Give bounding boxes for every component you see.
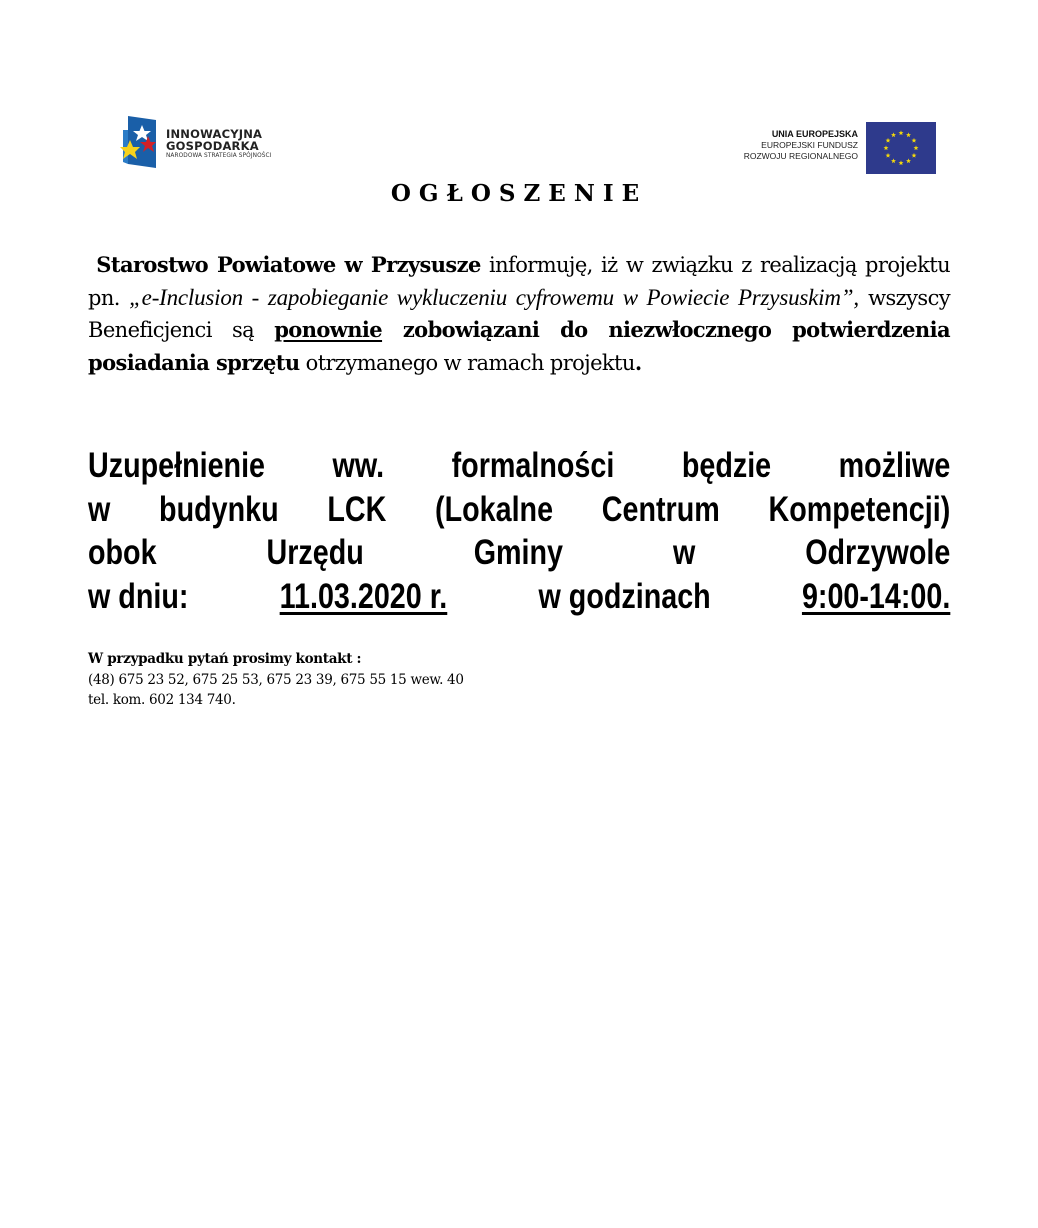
word: w [88,489,111,529]
contact-title: W przypadku pytań prosimy kontakt : [88,651,362,667]
announcement-block [88,444,950,618]
announcement-line-4 [88,575,950,619]
word: budynku [159,489,279,529]
innowacyjna-gospodarka-logo [120,116,300,170]
word: (Lokalne [435,489,554,529]
issuer-name: Starostwo Powiatowe w Przysusze [96,252,481,277]
logo-right-line1: UNIA EUROPEJSKA [771,129,858,139]
intro-end: . [634,349,642,375]
word: LCK [327,489,387,529]
page-title: OGŁOSZENIE [390,180,648,207]
word: obok [88,533,157,572]
logo-left-line1: INNOWACYJNA [166,127,263,141]
eu-fund-logo [730,120,940,178]
word: Centrum [601,489,720,529]
word: możliwe [838,446,951,485]
announcement-line-3 [88,531,950,575]
logo-right-line3: ROZWOJU REGIONALNEGO [743,151,858,161]
eu-flag-icon [866,122,936,174]
intro-text-2: wszyscy Beneficjenci są [88,285,950,342]
hours-label: w godzinach [538,576,711,616]
word: ww. [332,446,385,485]
word: Kompetencji) [768,489,951,529]
logo-right-line2: EUROPEJSKI FUNDUSZ [761,140,858,150]
logo-left-line3: NARODOWA STRATEGIA SPÓJNOŚCI [166,153,272,159]
word: Odrzywole [805,533,951,572]
date-label: w dniu: [88,576,189,616]
contact-mobile: tel. kom. 602 134 740. [88,692,236,708]
logo-left-line2: GOSPODARKA [166,139,259,153]
intro-text-3: otrzymanego w ramach projektu [299,350,635,375]
obligation-text: zobowiązani do niezwłocznego potwierdzenia posiadania sprzętu [88,317,950,375]
word: Uzupełnienie [88,446,266,485]
announcement-line-2 [88,488,950,532]
event-hours: 9:00-14:00. [801,576,951,616]
emphasis-ponownie: ponownie [274,317,383,342]
contact-section [88,649,464,711]
event-date: 11.03.2020 r. [279,576,448,616]
intro-paragraph [88,249,950,379]
contact-phones: (48) 675 23 52, 675 25 53, 675 23 39, 675 55 15 wew. 40 [88,671,464,688]
word: formalności [451,446,615,485]
intro-text-1: informuję, iż w związku z realizacją projektu pn. [88,253,951,310]
word: Urzędu [266,533,364,572]
project-title: „e-Inclusion - zapobieganie wykluczeniu cyfrowemu w Powiecie Przysuskim”, [129,284,859,310]
word: Gminy [473,533,564,572]
word: będzie [681,446,772,485]
announcement-line-1 [88,444,950,488]
innowacyjna-gospodarka-stars-icon [120,116,156,168]
word: w [672,533,696,572]
